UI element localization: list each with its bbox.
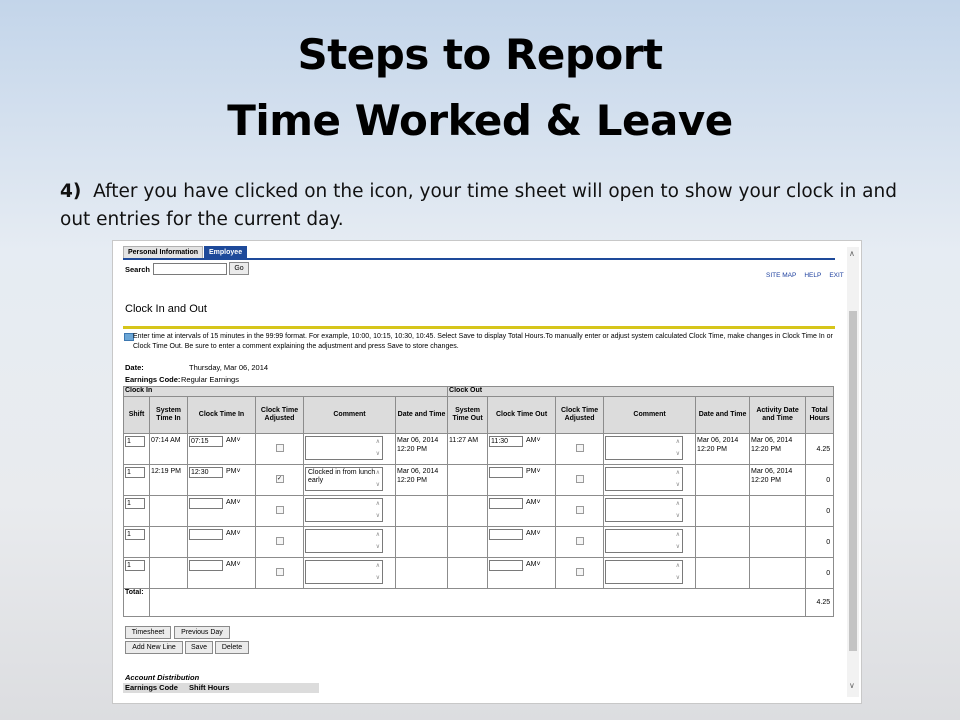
system-time-out: 11:27 AM	[449, 437, 479, 444]
instruction-body: After you have clicked on the icon, your time sheet will open to show your clock in and out entries for the current day.	[60, 181, 897, 230]
ampm-in-select-value: AM	[225, 437, 237, 444]
clock-time-in-cell	[188, 496, 256, 527]
clock-time-out-input[interactable]: 11:30	[489, 436, 523, 447]
row-total-hours: 0	[826, 569, 831, 577]
adjusted-in-checkbox[interactable]	[276, 537, 284, 545]
slide-title-line1: Steps to Report	[297, 30, 663, 79]
adjusted-in-checkbox[interactable]: ✓	[276, 476, 283, 482]
system-time-out-cell	[448, 434, 488, 465]
adjusted-out-cell	[556, 558, 604, 589]
comment-out-cell	[604, 527, 696, 558]
adjusted-in-cell	[256, 558, 304, 589]
ampm-out-select[interactable]	[525, 560, 542, 569]
clock-time-out-cell	[488, 558, 556, 589]
total-spacer	[150, 589, 806, 617]
activity-date-time-cell	[750, 527, 806, 558]
ampm-in-select-value: AM	[225, 561, 237, 568]
comment-in-cell	[304, 558, 396, 589]
adjusted-out-cell	[556, 496, 604, 527]
clock-time-in-input[interactable]	[189, 560, 223, 571]
comment-out-cell	[604, 496, 696, 527]
shift-input[interactable]: 1	[125, 467, 145, 478]
shift-cell	[124, 465, 150, 496]
ampm-out-select-value: AM	[526, 530, 537, 537]
search-label: Search	[125, 265, 151, 274]
ampm-out-select-value: AM	[526, 561, 537, 568]
col-shift-hours: Shift Hours	[189, 683, 230, 692]
adjusted-in-cell	[256, 434, 304, 465]
comment-out-cell	[604, 465, 696, 496]
date-time-out-cell	[696, 496, 750, 527]
help-link[interactable]: HELP	[804, 272, 822, 279]
account-distribution-label: Account Distribution	[125, 673, 200, 682]
date-time-in-cell	[396, 465, 448, 496]
adjusted-out-checkbox[interactable]	[576, 537, 584, 545]
comment-out-textarea[interactable]	[605, 436, 683, 460]
site-map-link[interactable]: SITE MAP	[766, 272, 797, 279]
adjusted-in-checkbox[interactable]	[276, 444, 284, 452]
table-row	[124, 434, 834, 465]
clock-time-in-cell	[188, 527, 256, 558]
comment-in-cell	[304, 434, 396, 465]
scroll-down-icon: ∨	[675, 544, 681, 550]
ampm-in-select[interactable]	[225, 436, 242, 445]
scroll-up-icon: ∧	[375, 563, 380, 569]
adjusted-in-checkbox[interactable]	[276, 568, 284, 576]
scroll-up-icon[interactable]: ∧	[849, 249, 855, 258]
total-hours-value: 4.25	[806, 589, 834, 617]
row-total-hours: 0	[826, 476, 831, 484]
shift-cell	[124, 527, 150, 558]
table-row	[124, 558, 834, 589]
date-time-out-cell	[696, 527, 750, 558]
comment-in-textarea[interactable]	[305, 498, 383, 522]
timesheet-screenshot	[112, 240, 862, 704]
scroll-down-icon: ∨	[375, 451, 380, 457]
col-clock-time-in: Clock Time In	[188, 397, 256, 434]
system-time-out-cell	[448, 465, 488, 496]
shift-cell	[124, 558, 150, 589]
scroll-up-icon: ∧	[675, 563, 681, 569]
date-time-in-cell	[396, 558, 448, 589]
account-distribution-header	[123, 683, 319, 693]
ampm-out-select[interactable]	[525, 467, 542, 476]
table-row	[124, 496, 834, 527]
date-time-in: Mar 06, 2014 12:20 PM	[397, 437, 439, 453]
activity-date-time-cell	[750, 496, 806, 527]
row-total-hours: 0	[826, 538, 831, 546]
go-button[interactable]: Go	[229, 262, 249, 275]
scroll-down-icon: ∨	[375, 482, 380, 488]
clock-time-out-cell	[488, 496, 556, 527]
col-clock-time-adjusted-in: Clock Time Adjusted	[256, 397, 304, 434]
comment-in-textarea[interactable]	[305, 560, 383, 584]
comment-in-cell	[304, 496, 396, 527]
ampm-in-select[interactable]	[225, 560, 242, 569]
clock-time-out-input[interactable]	[489, 498, 523, 509]
ampm-out-select-value: AM	[526, 499, 537, 506]
clock-time-out-cell	[488, 465, 556, 496]
activity-date-time-cell	[750, 558, 806, 589]
add-new-line-button[interactable]: Add New Line	[125, 641, 183, 654]
adjusted-in-cell	[256, 527, 304, 558]
date-time-out-cell	[696, 558, 750, 589]
system-time-in-cell	[150, 465, 188, 496]
chevron-down-icon: ˅	[536, 499, 541, 506]
adjusted-out-cell	[556, 434, 604, 465]
page-title: Clock In and Out	[125, 303, 207, 315]
date-time-in-cell	[396, 527, 448, 558]
scroll-down-icon: ∨	[675, 482, 681, 488]
comment-out-textarea[interactable]	[605, 467, 683, 491]
slide-title-line2: Time Worked & Leave	[227, 96, 733, 145]
date-time-out: Mar 06, 2014 12:20 PM	[697, 437, 739, 453]
total-hours-cell	[806, 527, 834, 558]
system-time-in-cell	[150, 496, 188, 527]
comment-in-cell	[304, 527, 396, 558]
scroll-up-icon: ∧	[375, 501, 380, 507]
shift-input[interactable]: 1	[125, 529, 145, 540]
activity-date-time: Mar 06, 2014 12:20 PM	[751, 468, 793, 484]
comment-in-textarea[interactable]	[305, 436, 383, 460]
total-label: Total:	[124, 589, 150, 617]
scroll-down-icon: ∨	[675, 451, 681, 457]
chevron-down-icon: ˅	[236, 530, 241, 537]
clock-time-out-cell	[488, 434, 556, 465]
activity-date-time-cell	[750, 465, 806, 496]
system-time-in-cell	[150, 527, 188, 558]
clock-time-in-cell	[188, 434, 256, 465]
total-hours-cell	[806, 465, 834, 496]
system-time-in-cell	[150, 434, 188, 465]
clock-time-in-input[interactable]: 12:30	[189, 467, 223, 478]
date-time-out-cell	[696, 465, 750, 496]
chevron-down-icon: ˅	[236, 468, 241, 475]
ampm-in-select-value: AM	[225, 499, 237, 506]
scroll-down-icon[interactable]: ∨	[849, 681, 855, 690]
scroll-up-icon: ∧	[375, 532, 380, 538]
activity-date-time-cell	[750, 434, 806, 465]
adjusted-out-checkbox[interactable]	[576, 568, 584, 576]
col-total-hours: Total Hours	[806, 397, 834, 434]
system-time-in: 12:19 PM	[151, 468, 181, 475]
ampm-in-select[interactable]	[225, 498, 242, 507]
system-time-in-cell	[150, 558, 188, 589]
tab-underline	[123, 258, 835, 260]
total-hours-cell	[806, 496, 834, 527]
col-clock-time-adjusted-out: Clock Time Adjusted	[556, 397, 604, 434]
table-row	[124, 465, 834, 496]
col-date-and-time-out: Date and Time	[696, 397, 750, 434]
comment-out-cell	[604, 434, 696, 465]
ampm-out-select[interactable]	[525, 498, 542, 507]
scroll-up-icon: ∧	[675, 470, 681, 476]
activity-date-time: Mar 06, 2014 12:20 PM	[751, 437, 793, 453]
clock-time-out-cell	[488, 527, 556, 558]
scroll-down-icon: ∨	[375, 575, 380, 581]
date-time-in: Mar 06, 2014 12:20 PM	[397, 468, 439, 484]
col-activity-date-and-time: Activity Date and Time	[750, 397, 806, 434]
comment-in-textarea[interactable]	[305, 467, 383, 491]
chevron-down-icon: ˅	[536, 530, 541, 537]
date-time-out-cell	[696, 434, 750, 465]
clock-time-in-cell	[188, 558, 256, 589]
scroll-up-icon: ∧	[675, 439, 681, 445]
exit-link[interactable]: EXIT	[829, 272, 844, 279]
col-earnings-code: Earnings Code	[125, 683, 178, 692]
date-value: Thursday, Mar 06, 2014	[189, 363, 269, 372]
timesheet-table	[123, 386, 834, 617]
date-label: Date:	[125, 363, 144, 372]
adjusted-in-cell	[256, 465, 304, 496]
chevron-down-icon: ˅	[236, 437, 241, 444]
row-total-hours: 0	[826, 507, 831, 515]
row-total-hours: 4.25	[816, 445, 831, 453]
earnings-code-value: Regular Earnings	[181, 375, 239, 384]
comment-out-cell	[604, 558, 696, 589]
system-time-out-cell	[448, 496, 488, 527]
shift-input[interactable]: 1	[125, 560, 145, 571]
scroll-down-icon: ∨	[375, 544, 380, 550]
comment-in-textarea-text: Clocked in from lunch early	[308, 469, 376, 484]
adjusted-in-cell	[256, 496, 304, 527]
save-button[interactable]: Save	[185, 641, 213, 654]
clock-time-out-input[interactable]	[489, 467, 523, 478]
system-time-out-cell	[448, 558, 488, 589]
shift-cell	[124, 496, 150, 527]
info-text: Enter time at intervals of 15 minutes in the 99:99 format. For example, 10:00, 10:15, 10:30, 10:45. Select Save to display Total Hours.To manually enter or adjust system calculated Clock Time, make changes in Clock Time In or Clock Time Out. Be sure to enter a comment explaining the adjustment and press Save to store changes.	[133, 333, 833, 350]
shift-input[interactable]: 1	[125, 498, 145, 509]
adjusted-out-cell	[556, 465, 604, 496]
total-hours-cell	[806, 558, 834, 589]
scroll-up-icon: ∧	[375, 470, 380, 476]
adjusted-out-checkbox[interactable]	[576, 475, 584, 483]
instruction-text	[60, 178, 920, 234]
comment-out-textarea[interactable]	[605, 560, 683, 584]
comment-out-textarea[interactable]	[605, 498, 683, 522]
clock-time-in-cell	[188, 465, 256, 496]
system-time-out-cell	[448, 527, 488, 558]
chevron-down-icon: ˅	[536, 468, 541, 475]
ampm-out-select-value: PM	[526, 468, 537, 475]
chevron-down-icon: ˅	[536, 561, 541, 568]
tab-bar	[123, 246, 248, 258]
clock-in-section-header: Clock In	[124, 387, 448, 397]
system-time-in: 07:14 AM	[151, 437, 181, 444]
total-hours-cell	[806, 434, 834, 465]
clock-time-in-input[interactable]	[189, 498, 223, 509]
search-input[interactable]	[153, 263, 227, 275]
clock-time-out-input[interactable]	[489, 529, 523, 540]
timesheet-button[interactable]: Timesheet	[125, 626, 171, 639]
scroll-up-icon: ∧	[675, 532, 681, 538]
step-number: 4)	[60, 181, 82, 202]
adjusted-out-cell	[556, 527, 604, 558]
scroll-down-icon: ∨	[675, 513, 681, 519]
col-shift: Shift	[124, 397, 150, 434]
scrollbar-thumb[interactable]	[849, 311, 857, 651]
delete-button[interactable]: Delete	[215, 641, 249, 654]
clock-time-in-input[interactable]: 07:15	[189, 436, 223, 447]
adjusted-in-checkbox[interactable]	[276, 506, 284, 514]
date-time-in-cell	[396, 496, 448, 527]
scroll-up-icon: ∧	[375, 439, 380, 445]
comment-in-textarea[interactable]	[305, 529, 383, 553]
scroll-up-icon: ∧	[675, 501, 681, 507]
ampm-out-select[interactable]	[525, 529, 542, 538]
ampm-in-select-value: AM	[225, 530, 237, 537]
chevron-down-icon: ˅	[236, 499, 241, 506]
col-comment-out: Comment	[604, 397, 696, 434]
table-row	[124, 527, 834, 558]
shift-input[interactable]: 1	[125, 436, 145, 447]
scroll-down-icon: ∨	[375, 513, 380, 519]
tab-employee[interactable]: Employee	[204, 246, 247, 259]
divider	[123, 326, 835, 329]
comment-in-cell	[304, 465, 396, 496]
ampm-out-select[interactable]	[525, 436, 542, 445]
comment-out-textarea[interactable]	[605, 529, 683, 553]
scroll-down-icon: ∨	[675, 575, 681, 581]
col-system-time-in: System Time In	[150, 397, 188, 434]
chevron-down-icon: ˅	[536, 437, 541, 444]
top-links	[758, 272, 844, 279]
adjusted-out-checkbox[interactable]	[576, 444, 584, 452]
date-time-in-cell	[396, 434, 448, 465]
chevron-down-icon: ˅	[236, 561, 241, 568]
ampm-out-select-value: AM	[526, 437, 537, 444]
clock-out-section-header: Clock Out	[448, 387, 834, 397]
shift-cell	[124, 434, 150, 465]
earnings-code-label: Earnings Code:	[125, 375, 181, 384]
ampm-in-select-value: PM	[225, 468, 237, 475]
ampm-in-select[interactable]	[225, 467, 242, 476]
previous-day-button[interactable]: Previous Day	[174, 626, 230, 639]
col-comment-in: Comment	[304, 397, 396, 434]
ampm-in-select[interactable]	[225, 529, 242, 538]
col-date-and-time-in: Date and Time	[396, 397, 448, 434]
clock-time-in-input[interactable]	[189, 529, 223, 540]
col-system-time-out: System Time Out	[448, 397, 488, 434]
adjusted-out-checkbox[interactable]	[576, 506, 584, 514]
col-clock-time-out: Clock Time Out	[488, 397, 556, 434]
tab-personal-information[interactable]: Personal Information	[123, 246, 203, 259]
clock-time-out-input[interactable]	[489, 560, 523, 571]
